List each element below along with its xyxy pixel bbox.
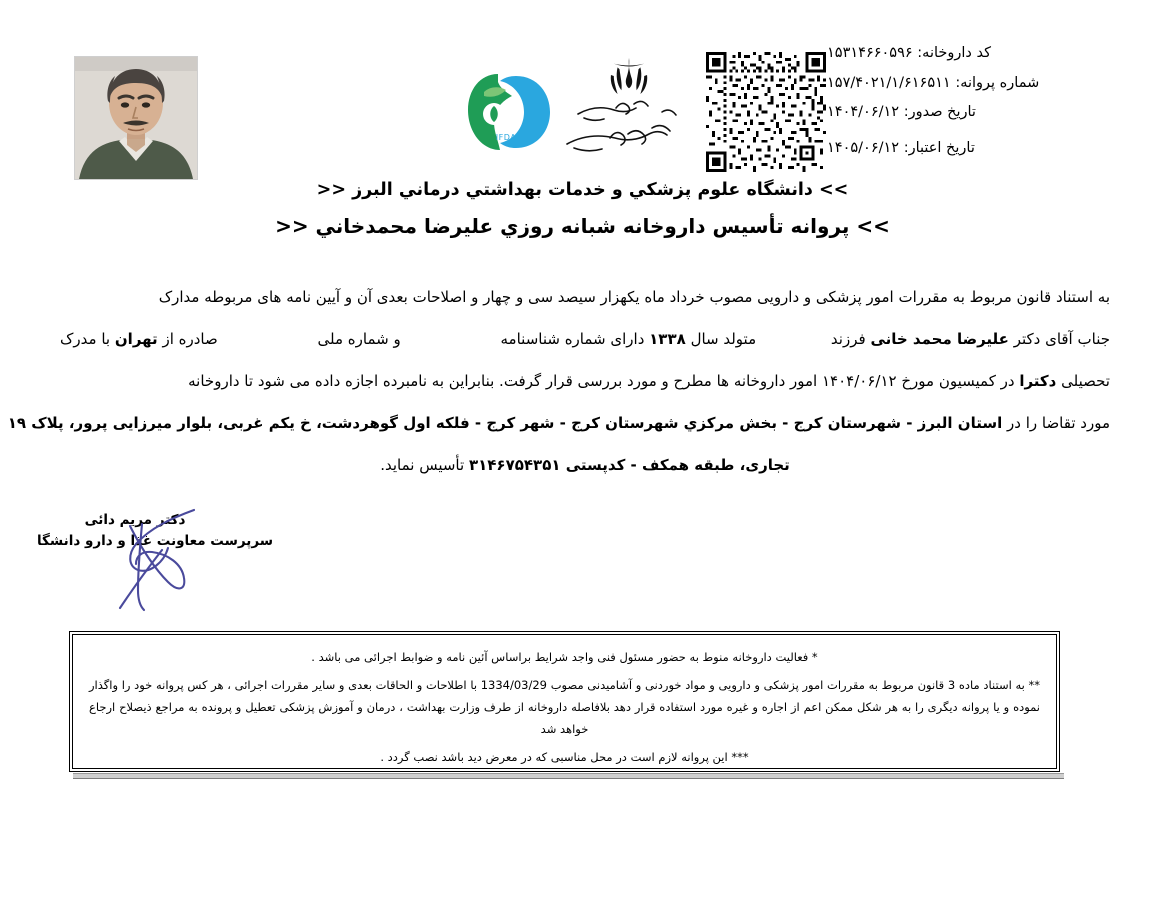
meta-value: ۱۵۳۱۴۶۶۰۵۹۶ — [827, 45, 913, 61]
license-body — [7, 276, 1110, 486]
university-title: >> دانشگاه علوم پزشكي و خدمات بهداشتي درماني البرز << — [316, 180, 849, 200]
applicant-prefix: جناب آقای دکتر — [1013, 330, 1110, 348]
footnote-1: * فعالیت داروخانه منوط به حضور مسئول فنی واجد شرایط براساس آئین نامه و ضوابط اجرائی می باشد . — [311, 650, 818, 664]
meta-label: تاریخ صدور: — [903, 104, 976, 120]
body-line-applicant — [60, 318, 1110, 360]
ifda-logo-icon — [454, 56, 562, 164]
ifda-logo-svg — [454, 56, 562, 164]
applicant-segment-2 — [501, 318, 757, 360]
footnote-2-part1: ** به استناد ماده 3 قانون مربوط به مقررات امور پزشکی و دارویی و مواد خوردنی و آشامیدنی مصوب — [550, 678, 1041, 692]
signature-block — [10, 512, 274, 549]
header-logos — [452, 52, 712, 170]
meta-value: ۱۴۰۴/۰۶/۱۲ — [827, 104, 900, 120]
meta-row-expiry-date — [827, 141, 1147, 156]
meta-label: کد داروخانه: — [917, 45, 991, 61]
meta-row-pharmacy-code — [827, 46, 1147, 61]
signatory-name: دکتر مریم دائی — [84, 512, 186, 528]
pharmacy-address-cont: تجاری، طبقه همکف - کدپستی ۳۱۴۶۷۵۴۳۵۱ — [468, 456, 790, 474]
meta-value: ۱۵۷/۴۰۲۱/۱/۶۱۶۵۱۱ — [827, 74, 951, 91]
commission-date: ۱۴۰۴/۰۶/۱۲ — [822, 372, 897, 390]
license-title: >> پروانه تأسيس داروخانه شبانه روزي عليرضا محمدخاني << — [275, 214, 890, 238]
license-meta — [827, 46, 1147, 155]
applicant-segment-1 — [831, 318, 1110, 360]
ministry-emblem-icon — [562, 52, 702, 167]
birth-year: ۱۳۳۸ — [649, 330, 686, 348]
degree-value: دکترا — [1019, 372, 1057, 390]
footnote-2 — [89, 674, 1040, 740]
meta-value: ۱۴۰۵/۰۶/۱۲ — [827, 139, 900, 156]
body-line-commission — [60, 360, 1110, 402]
meta-row-license-number — [827, 76, 1147, 91]
footnotes-box — [69, 631, 1060, 772]
applicant-segment-3 — [60, 318, 218, 360]
id-number-label: دارای شماره شناسنامه — [500, 330, 645, 348]
footnotes-inner — [72, 634, 1057, 769]
applicant-name: علیرضا محمد خانی — [870, 330, 1009, 348]
issued-city: تهران — [114, 330, 158, 348]
ministry-emblem-svg — [562, 52, 702, 167]
footnote-2-part2: با اطلاحات و الحاقات بعدی و سایر مقررات اجرائی ، هر کس پروانه خود را واگذار نموده و یا پروانه دیگری را به هر شکل ممکن اعم از اجاره و غیره مورد استفاده قرار دهد بلافاصله داروخانه از طرف وزارت بهداشت ، درمان و آموزش پزشکی تعطیل و پرونده به مراجع ذیصلاح ارجاع خواهد شد — [89, 678, 1040, 736]
applicant-father-label: فرزند — [830, 330, 866, 348]
qr-code — [706, 52, 826, 172]
meta-label: شماره پروانه: — [955, 74, 1040, 91]
meta-label: تاریخ اعتبار: — [903, 139, 975, 156]
footnote-3: *** این پروانه لازم است در محل مناسبی که در معرض دید باشد نصب گردد . — [380, 750, 749, 764]
meta-row-issue-date — [827, 105, 1147, 120]
id-number-blank — [408, 318, 493, 360]
portrait-photo-icon — [75, 57, 197, 179]
father-name-blank — [764, 318, 824, 360]
establish-suffix: تأسیس نماید. — [380, 456, 465, 474]
qr-code-svg — [706, 52, 826, 172]
body-line-address-cont — [60, 444, 1110, 486]
address-prefix: مورد تقاضا را در — [1007, 414, 1110, 432]
commission-text: امور داروخانه ها مطرح و مورد بررسی قرار گرفت. بنابراین به نامبرده اجازه داده می شود تا داروخانه — [188, 372, 818, 390]
education-label: تحصیلی — [1061, 372, 1110, 390]
national-id-blank — [225, 318, 310, 360]
issued-from-label: صادره از — [162, 330, 218, 348]
footnotes-box-shadow — [73, 773, 1064, 779]
pharmacy-address: استان البرز - شهرستان كرج - بخش مركزي شهرستان كرج - شهر كرج - فلكه اول گوهردشت، خ یکم غربی، بلوار میرزایی پرور، پلاک ۱۹ — [7, 414, 1003, 432]
degree-label-prefix: با مدرک — [60, 330, 111, 348]
body-line-address — [7, 402, 1110, 444]
document-titles — [0, 180, 1165, 238]
footnote-2-date: 1334/03/29 — [480, 678, 548, 692]
birth-label: متولد سال — [690, 330, 757, 348]
body-line-legal-basis: به استناد قانون مربوط به مقررات امور پزشکی و دارویی مصوب خرداد ماه یکهزار سیصد سی و چهار و اصلاحات بعدی آن و آیین نامه های مربوطه مدارک — [158, 288, 1110, 306]
applicant-photo — [74, 56, 198, 180]
svg-text:IFDA: IFDA — [495, 133, 517, 142]
signatory-role: سرپرست معاونت غذا و دارو دانشگا — [36, 533, 274, 549]
national-id-label: و شماره ملی — [317, 330, 401, 348]
commission-label: در کمیسیون مورخ — [901, 372, 1015, 390]
document-header — [0, 0, 1165, 180]
